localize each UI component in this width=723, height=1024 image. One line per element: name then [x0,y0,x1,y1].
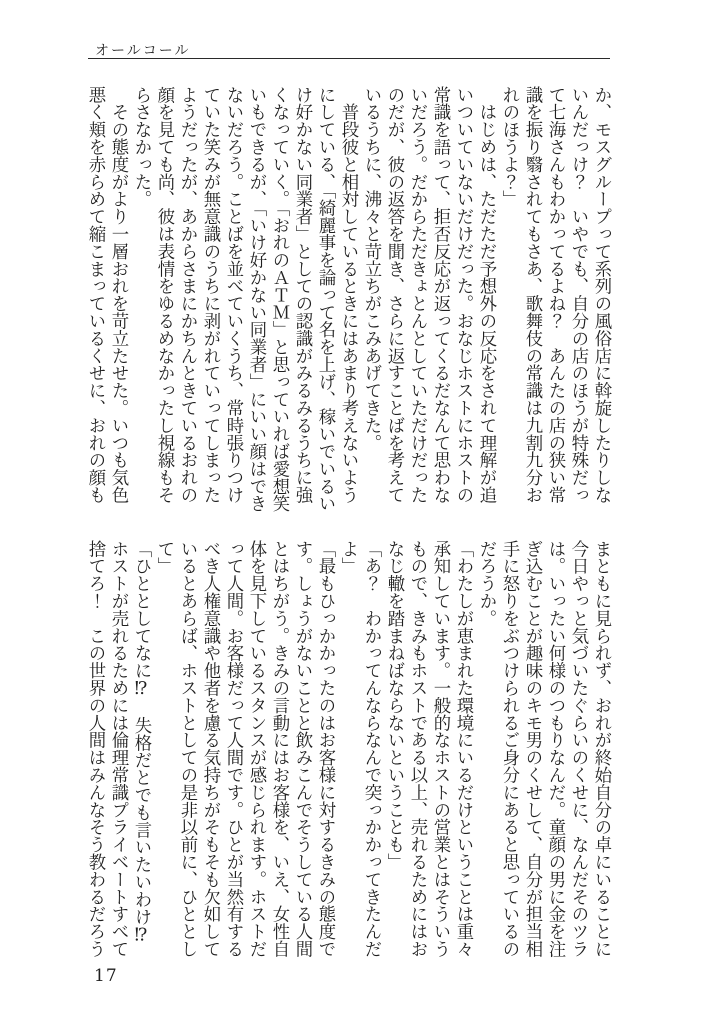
text-column: はじめは、ただただ予想外の反応をされて理解が追 [476,86,496,504]
text-column: って人間。お客様だって人間です。ひとが当然有する [223,540,243,958]
text-section-2 [83,540,612,964]
text-column: くなっていく。「おれのＡＴＭ」と思っていれば愛想笑 [269,86,289,513]
text-column: 今日やっと気づいたぐらいのくせに、なんだそのツラ [568,540,588,958]
text-column: れのほうよ？」 [499,86,519,208]
text-column: なじ轍を踏まねばならないということも」 [384,540,404,871]
text-column: 普段彼と相対しているときにはあまり考えないよう [338,86,358,504]
text-column: ていた笑みが無意識のうちに剥がれていってしまった [200,86,220,504]
page-number: 17 [94,966,118,986]
header-rule [88,58,610,59]
text-column: いるうちに、沸々と苛立ちがこみあげてきた。 [361,86,381,452]
text-column: て七海さんもわかってるよね？ あんたの店の狭い常 [545,86,565,504]
text-column: いついていないだけだった。おなじホストにホストの [453,86,473,504]
text-column: いるとあらば、ホストとしての是非以前に、ひととし [177,540,197,958]
running-header-title: オールコール [95,43,191,59]
text-column: べき人権意識や他者を慮る気持ちがそもそも欠如して [200,540,220,958]
text-column: 顔を見ても尚、彼は表情をゆるめなかったし視線もそ [154,86,174,504]
text-column: ぎ込むことが趣味のキモ男のくせして、自分が担当相 [522,540,542,958]
text-column: ようだったが、あからさまにかちんときているおれの [177,86,197,504]
text-column: 手に怒りをぶつけられるご身分にあると思っているの [499,540,519,958]
text-column: 「ひととしてなに⁉ 失格だとでも言いたいわけ⁉ [131,540,151,946]
text-column: 常識を語って、拒否反応が返ってくるだなんて思わな [430,86,450,504]
text-column: 「最もひっかかったのはお客様に対するきみの態度で [315,540,335,958]
text-column: 捨てろ！ この世界の人間はみんなそう教わるだろう [85,540,105,958]
text-column: にしている、「綺麗事を論って名を上げ、稼いでいるい [315,86,335,513]
text-column: 承知しています。一般的なホストの営業とはそういう [430,540,450,958]
text-column: す。しょうがないことと飲みこんでそうしている人間 [292,540,312,958]
text-column: まともに見られず、おれが終始自分の卓にいることに [591,540,611,958]
text-column: て」 [154,540,174,575]
text-column: ないだろう。ことばを並べていくうち、常時張りつけ [223,86,243,504]
text-column: よ」 [338,540,358,575]
text-column: 体を見下しているスタンスが感じられます。ホストだ [246,540,266,958]
text-column: とはちがう。きみの言動にはお客様を、いえ、女性自 [269,540,289,958]
text-column: ホストが売れるためには倫理常識プライベートすべて [108,540,128,958]
text-column: いんだっけ？ いやでも、自分の店のほうが特殊だっ [568,86,588,504]
text-column: だろうか。 [476,540,496,627]
text-column: 識を振り翳されてもさあ、歌舞伎の常識は九割九分お [522,86,542,504]
text-column: 悪く頬を赤らめて縮こまっているくせに、おれの顔も [85,86,105,504]
text-column: いだろう。だからただきょとんとしていただけだった [407,86,427,504]
text-section-1 [83,86,612,513]
text-column: は。いったい何様のつもりなんだ。童顔の男に金を注 [545,540,565,958]
text-column: もので、きみもホストである以上、売れるためにはお [407,540,427,958]
text-column: いもできるが、「いけ好かない同業者」にいい顔はでき [246,86,266,513]
text-column: のだが、彼の返答を聞き、さらに返すことばを考えて [384,86,404,504]
text-column: か、モスグループって系列の風俗店に斡旋したりしな [591,86,611,504]
text-column: 「あ？ わかってんならなんで突っかかってきたんだ [361,540,381,958]
text-column: 「わたしが恵まれた環境にいるだけということは重々 [453,540,473,958]
text-column: その態度がより一層おれを苛立たせた。いつも気色 [108,86,128,504]
text-column: らさなかった。 [131,86,151,208]
text-column: け好かない同業者」としての認識がみるみるうちに強 [292,86,312,504]
